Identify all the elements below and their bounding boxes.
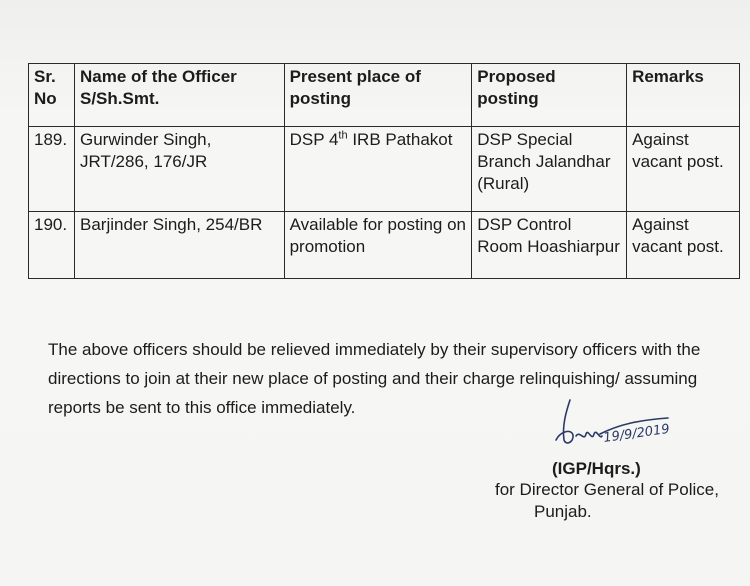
cell-name: Gurwinder Singh, JRT/286, 176/JR <box>74 127 284 212</box>
cell-proposed: DSP Special Branch Jalandhar (Rural) <box>472 127 627 212</box>
cell-name: Barjinder Singh, 254/BR <box>74 212 284 279</box>
handwritten-signature <box>540 392 690 462</box>
table-row <box>29 212 740 279</box>
instruction-paragraph: The above officers should be relieved immediately by their supervisory officers with the directions to join at their new place of posting and their charge relinquishing/ assuming reports be sent to this office immediately. <box>48 340 701 417</box>
cell-sr: 190. <box>29 212 75 279</box>
table-header-row <box>29 64 740 127</box>
signatory-state: Punjab. <box>534 502 592 521</box>
signatory-for-line: for Director General of Police, <box>495 480 719 499</box>
header-present-posting: Present place of posting <box>284 64 472 127</box>
cell-present <box>284 127 472 212</box>
present-suffix: IRB Pathakot <box>347 130 453 149</box>
cell-proposed: DSP Control Room Hoashiarpur <box>472 212 627 279</box>
present-prefix: DSP 4 <box>289 130 339 149</box>
present-superscript: th <box>338 129 348 142</box>
posting-table <box>28 63 740 279</box>
cell-remarks: Against vacant post. <box>627 127 740 212</box>
header-remarks: Remarks <box>627 64 740 127</box>
table-row <box>29 127 740 212</box>
header-officer-name: Name of the Officer S/Sh.Smt. <box>74 64 284 127</box>
signature-date: 19/9/2019 <box>602 421 671 446</box>
header-sr-no: Sr. No <box>29 64 75 127</box>
signature-scrawl <box>540 392 690 462</box>
header-proposed-posting: Proposed posting <box>472 64 627 127</box>
signatory-title: (IGP/Hqrs.) <box>552 459 641 478</box>
cell-remarks: Against vacant post. <box>627 212 740 279</box>
cell-present: Available for posting on promotion <box>284 212 472 279</box>
cell-sr: 189. <box>29 127 75 212</box>
